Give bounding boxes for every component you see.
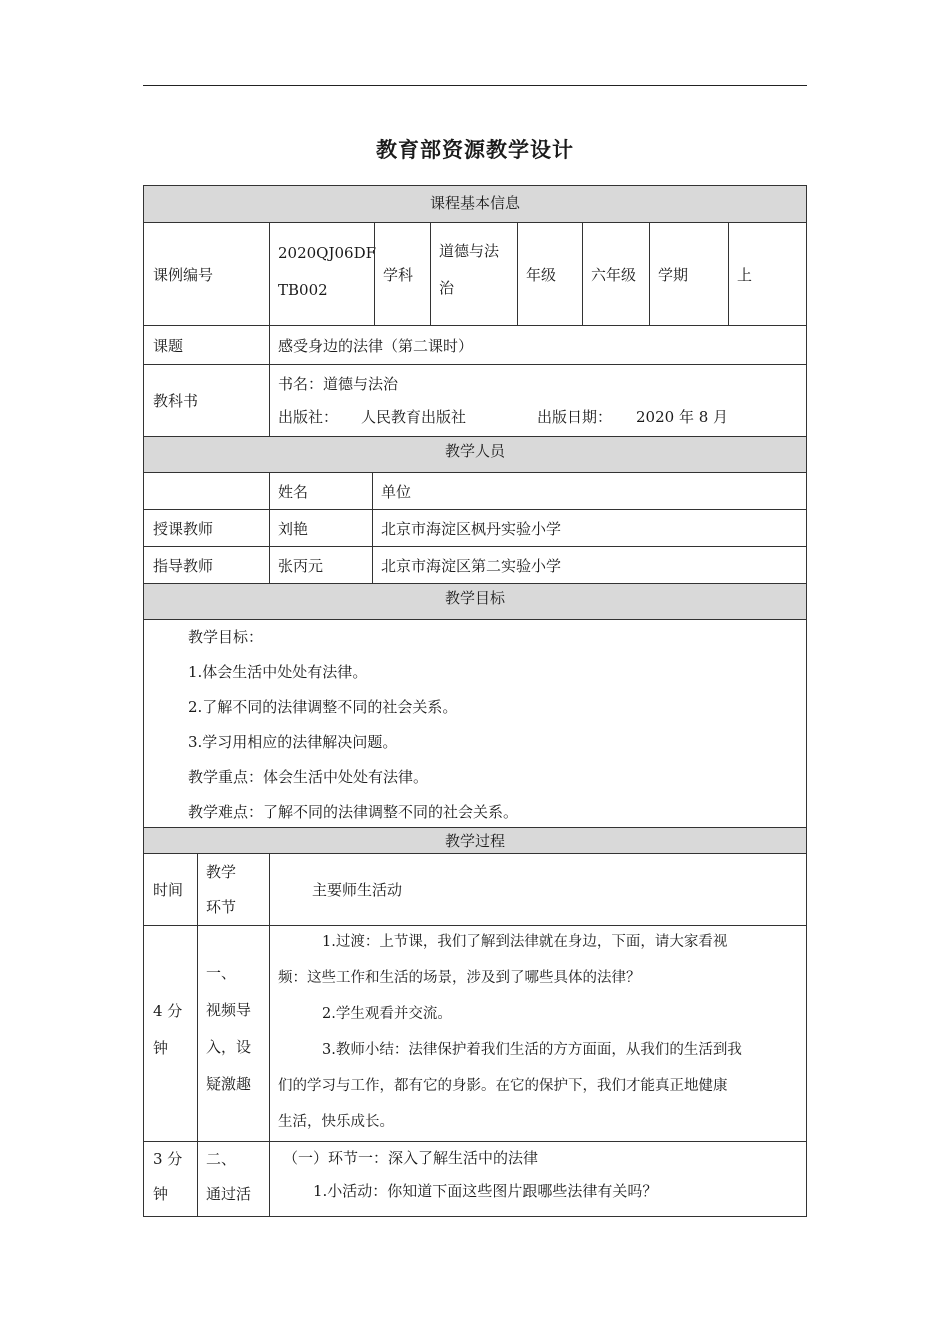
textbook-label: 教科书	[153, 392, 199, 410]
staff-header	[143, 437, 807, 473]
basic-info-header-text: 课程基本信息	[429, 194, 520, 212]
subject-label: 学科	[383, 265, 414, 284]
step-1-time-line-1: 4 分	[153, 1002, 183, 1020]
step-2-time-line-2: 钟	[153, 1185, 169, 1203]
document-title: 教育部资源教学设计	[376, 138, 574, 162]
step-1-stage-line-3: 入，设	[206, 1038, 252, 1056]
step-2-time	[144, 1142, 197, 1216]
staff-row-advisor	[143, 547, 807, 584]
step-1-stage	[197, 926, 269, 1141]
subject-value	[430, 223, 517, 325]
advisor-unit: 北京市海淀区第二实验小学	[381, 556, 562, 575]
lecturer-unit: 北京市海淀区枫丹实验小学	[381, 519, 562, 538]
advisor-name: 张丙元	[278, 556, 324, 575]
publisher-value: 人民教育出版社	[361, 408, 467, 426]
step-2-activity	[269, 1142, 806, 1216]
step-1-activity	[269, 926, 806, 1141]
course-info-row	[143, 223, 807, 326]
lecturer-name: 刘艳	[278, 519, 309, 538]
step-2-activity-line-1: （一）环节一：深入了解生活中的法律	[283, 1149, 539, 1167]
publish-date-value: 2020 年 8 月	[636, 408, 729, 426]
step-1-time	[144, 926, 197, 1141]
step-1-stage-line-4: 疑激趣	[206, 1075, 252, 1093]
step-1-time-line-2: 钟	[153, 1039, 169, 1057]
grade-value: 六年级	[591, 265, 637, 284]
term-label: 学期	[658, 265, 689, 284]
step-1-activity-line-4: 3.教师小结：法律保护着我们生活的方方面面，从我们的生活到我	[322, 1042, 742, 1058]
grade-label: 年级	[526, 265, 557, 284]
code-line-1: 2020QJ06DF	[278, 244, 377, 262]
book-name: 书名：道德与法治	[278, 375, 399, 393]
lecturer-role: 授课教师	[153, 519, 214, 538]
step-1-stage-line-2: 视频导	[206, 1001, 252, 1019]
step-1-stage-line-1: 一、	[206, 964, 237, 982]
objectives-intro: 教学目标：	[188, 628, 264, 646]
staff-header-text: 教学人员	[444, 442, 505, 460]
code-label: 课例编号	[153, 265, 214, 284]
textbook-details	[269, 365, 806, 436]
process-header-text: 教学过程	[444, 832, 505, 850]
publisher-label: 出版社：	[278, 408, 339, 426]
process-columns-row	[143, 854, 807, 926]
objective-2: 2.了解不同的法律调整不同的社会关系。	[188, 698, 458, 716]
step-1-activity-line-5: 们的学习与工作，都有它的身影。在它的保护下，我们才能真正地健康	[278, 1078, 728, 1094]
step-2-activity-line-2: 1.小活动：你知道下面这些图片跟哪些法律有关吗？	[313, 1182, 658, 1200]
process-col-activity: 主要师生活动	[312, 881, 403, 899]
step-1-activity-line-1: 1.过渡：上节课，我们了解到法律就在身边，下面，请大家看视	[322, 934, 728, 950]
process-row-2	[143, 1142, 807, 1217]
topic-label: 课题	[153, 336, 184, 355]
staff-row-lecturer	[143, 510, 807, 547]
process-header	[143, 828, 807, 854]
publish-date-label: 出版日期：	[537, 408, 613, 426]
step-1-activity-line-2: 频：这些工作和生活的场景，涉及到了哪些具体的法律？	[278, 970, 641, 986]
step-2-stage-line-2: 通过活	[206, 1185, 252, 1203]
objectives-text	[188, 620, 796, 830]
step-2-stage	[197, 1142, 269, 1216]
staff-col-unit: 单位	[381, 482, 412, 501]
subject-line-2: 治	[439, 279, 455, 297]
step-1-activity-line-6: 生活，快乐成长。	[278, 1114, 394, 1130]
step-2-time-line-1: 3 分	[153, 1150, 183, 1168]
objectives-header-text: 教学目标	[444, 589, 505, 607]
textbook-row	[143, 365, 807, 437]
objectives-header	[143, 584, 807, 620]
objective-1: 1.体会生活中处处有法律。	[188, 663, 368, 681]
step-2-stage-line-1: 二、	[206, 1150, 237, 1168]
term-value: 上	[737, 265, 753, 284]
objectives-body	[143, 620, 807, 828]
process-col-stage-line-1: 教学	[206, 863, 237, 881]
objective-3: 3.学习用相应的法律解决问题。	[188, 733, 398, 751]
staff-col-name: 姓名	[278, 482, 309, 501]
topic-row	[143, 326, 807, 365]
header-rule	[143, 85, 807, 86]
topic-value: 感受身边的法律（第二课时）	[278, 336, 474, 355]
process-col-time: 时间	[153, 881, 184, 899]
process-row-1	[143, 926, 807, 1142]
code-line-2: TB002	[278, 281, 328, 299]
step-1-activity-line-3: 2.学生观看并交流。	[322, 1006, 452, 1022]
key-point: 教学重点：体会生活中处处有法律。	[188, 768, 429, 786]
advisor-role: 指导教师	[153, 556, 214, 575]
basic-info-header	[143, 185, 807, 223]
staff-columns-row	[143, 473, 807, 510]
code-value	[269, 223, 377, 325]
subject-line-1: 道德与法	[439, 242, 500, 260]
process-col-stage	[197, 854, 269, 925]
lesson-table	[143, 185, 807, 1217]
difficult-point: 教学难点：了解不同的法律调整不同的社会关系。	[188, 803, 519, 821]
process-col-stage-line-2: 环节	[206, 898, 237, 916]
